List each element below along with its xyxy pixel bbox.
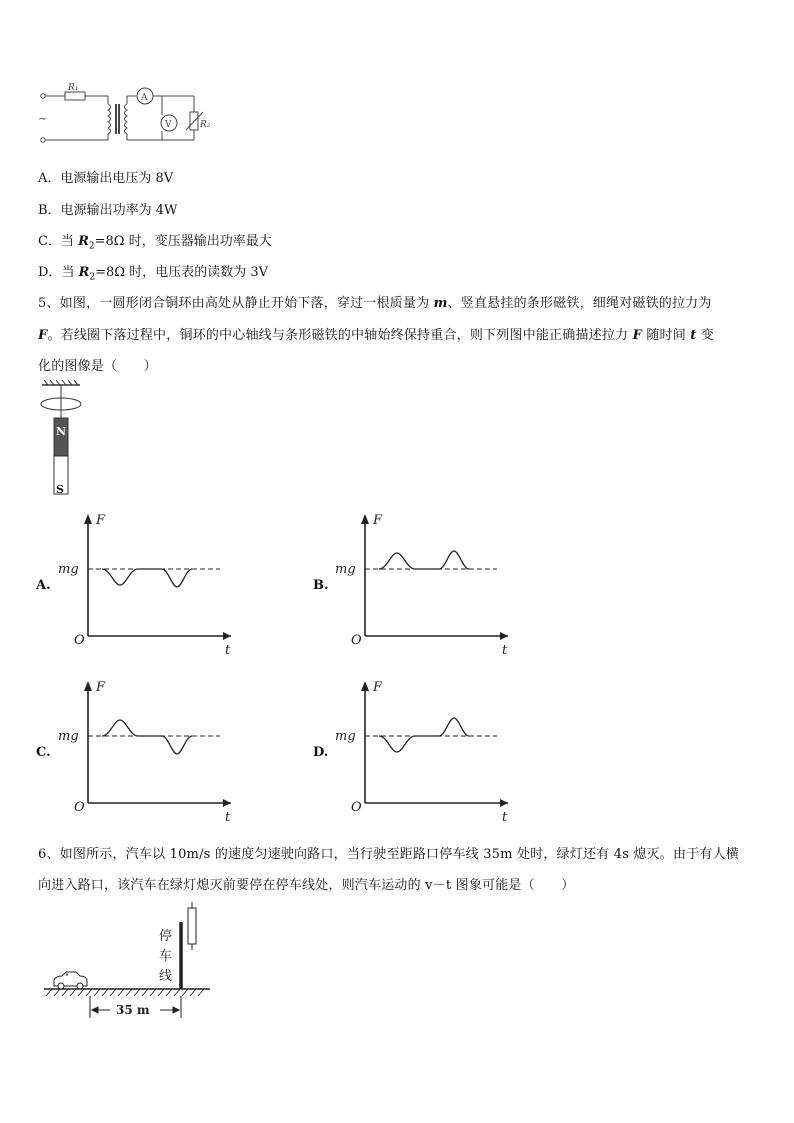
force-curve — [379, 718, 469, 752]
force-curve — [102, 720, 192, 754]
q4-option-c — [38, 230, 272, 252]
magnet-ring-figure — [36, 380, 86, 500]
graph-svg — [333, 508, 533, 658]
mg-label: mg — [335, 729, 356, 744]
text: 6、如图所示，汽车以 10m/s 的速度匀速驶向路口，当行驶至距路口停车线 35m 处时，绿灯还有 4s 熄灭。由于有人横 — [38, 847, 739, 862]
q4-option-b — [38, 199, 177, 218]
y-axis-label: F — [373, 513, 383, 528]
stop-line-label: 停 车 线 — [159, 929, 173, 984]
option-text: 电源输出电压为 8V — [60, 171, 174, 186]
graph-option-label: D. — [313, 745, 329, 760]
force-curve — [102, 569, 192, 587]
y-axis-arrow — [361, 514, 369, 524]
option-prefix: B． — [38, 203, 61, 218]
graph-svg — [56, 508, 256, 658]
y-axis-label: F — [373, 680, 383, 695]
transformer-circuit-diagram — [32, 82, 232, 154]
graph-svg — [56, 675, 256, 825]
voltmeter-label: V — [165, 120, 172, 130]
variable-t: t — [690, 328, 697, 343]
origin-label: O — [74, 633, 85, 648]
variable-r: R — [78, 265, 90, 280]
option-text-post: =8Ω 时，变压器输出功率最大 — [94, 234, 272, 249]
q6-line-2 — [38, 874, 574, 893]
q4-option-a — [38, 167, 173, 186]
y-axis-arrow — [84, 681, 92, 691]
text: 。若线圈下落过程中，铜环的中心轴线与条形磁铁的中轴始终保持重合，则下列图中能正确描述拉力 — [47, 328, 633, 343]
variable-r: R — [78, 234, 89, 249]
option-text-pre: 当 — [61, 265, 79, 280]
x-axis-arrow — [500, 799, 508, 807]
x-axis-label: t — [225, 643, 231, 658]
y-axis-label: F — [96, 680, 106, 695]
text: 随时间 — [642, 328, 691, 343]
q5-line-2 — [38, 324, 714, 343]
magnet-s-label: S — [56, 483, 64, 496]
x-axis-arrow — [223, 799, 231, 807]
option-text-post: =8Ω 时，电压表的读数为 3V — [95, 265, 268, 280]
option-text-pre: 当 — [60, 234, 79, 249]
subscript: 2 — [88, 241, 95, 252]
y-axis-arrow — [361, 681, 369, 691]
option-prefix: A． — [38, 171, 61, 186]
x-axis-arrow — [223, 632, 231, 640]
y-axis-label: F — [96, 513, 106, 528]
graph-svg — [333, 675, 533, 825]
mg-label: mg — [58, 562, 79, 577]
text: 5、如图，一圆形闭合铜环由高处从静止开始下落，穿过一根质量为 — [38, 296, 434, 311]
mg-label: mg — [58, 729, 79, 744]
car-stopline-figure — [40, 900, 220, 1022]
option-prefix: D． — [38, 265, 62, 280]
graph-option-label: C. — [36, 745, 51, 760]
option-prefix: C． — [38, 234, 61, 249]
variable-f: F — [38, 328, 48, 343]
ammeter-label: A — [141, 93, 148, 103]
graph-option-label: A. — [36, 578, 51, 593]
text: 向进入路口，该汽车在绿灯熄灭前要停在停车线处，则汽车运动的 v－t 图象可能是（ ） — [38, 878, 575, 893]
magnet-n-label: N — [56, 425, 67, 438]
q5-line-1 — [38, 292, 712, 311]
mg-label: mg — [335, 562, 356, 577]
x-axis-label: t — [502, 810, 508, 825]
variable-f: F — [632, 328, 643, 343]
origin-label: O — [351, 800, 362, 815]
distance-label: 35 m — [116, 1003, 150, 1017]
text: 变 — [696, 328, 715, 343]
text: 化的图像是（ ） — [38, 359, 157, 374]
x-axis-arrow — [500, 632, 508, 640]
r1-label: R₁ — [68, 83, 79, 93]
x-axis-label: t — [502, 643, 508, 658]
y-axis-arrow — [84, 514, 92, 524]
origin-label: O — [351, 633, 362, 648]
variable-m: m — [433, 296, 448, 311]
origin-label: O — [74, 800, 85, 815]
q4-option-d — [38, 261, 268, 283]
r2-label: R₂ — [200, 120, 211, 130]
q6-line-1 — [38, 843, 739, 862]
graph-option-label: B. — [313, 578, 329, 593]
text: 、竖直悬挂的条形磁铁，细绳对磁铁的拉力为 — [447, 296, 712, 311]
option-text: 电源输出功率为 4W — [60, 203, 178, 218]
force-curve — [379, 551, 469, 569]
subscript: 2 — [89, 272, 96, 283]
ac-source-symbol: ~ — [38, 112, 48, 125]
x-axis-label: t — [225, 810, 231, 825]
q5-line-3 — [38, 355, 157, 374]
